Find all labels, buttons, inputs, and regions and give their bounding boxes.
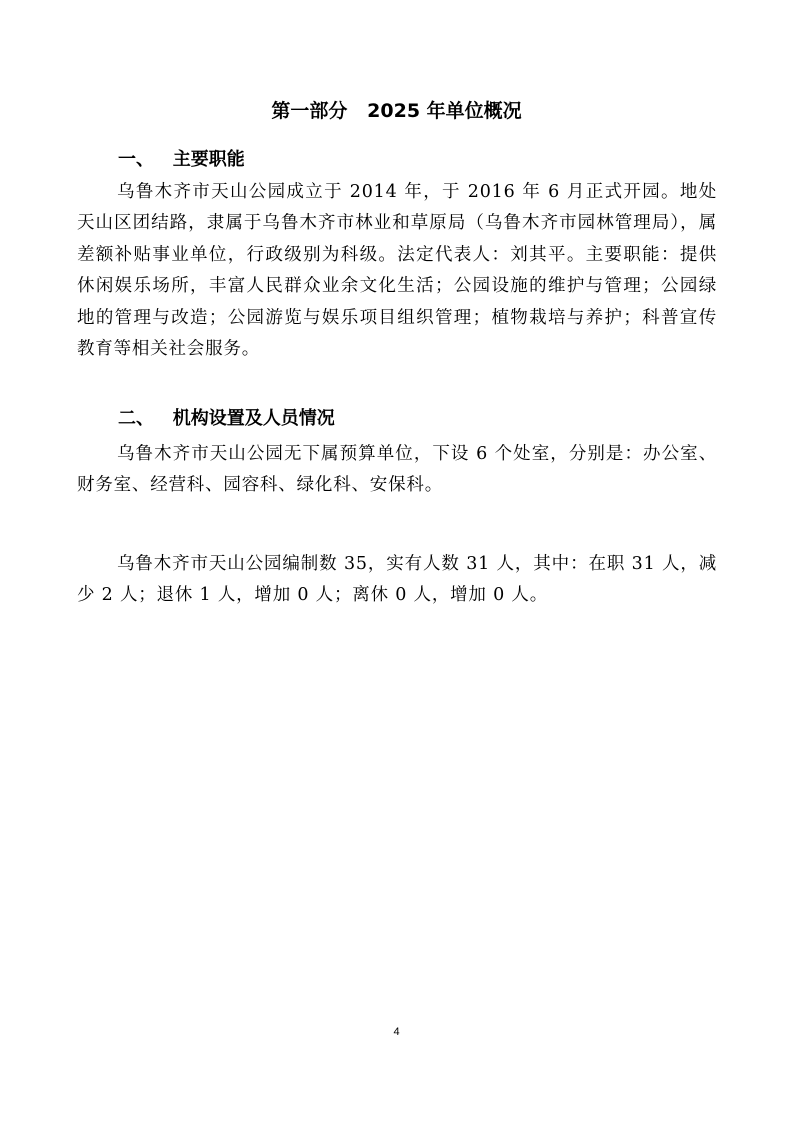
page-title: 第一部分 2025 年单位概况 bbox=[271, 100, 522, 122]
paragraph-staffing: 乌鲁木齐市天山公园编制数 35，实有人数 31 人，其中：在职 31 人，减少 2 人；退休 1 人，增加 0 人；离休 0 人，增加 0 人。 bbox=[77, 554, 717, 606]
section-heading-main-functions: 一、 主要职能 bbox=[118, 149, 245, 170]
paragraph-main-functions: 乌鲁木齐市天山公园成立于 2014 年，于 2016 年 6 月正式开园。地处天山区团结路，隶属于乌鲁木齐市林业和草原局（乌鲁木齐市园林管理局），属差额补贴事业单位，行政级别为科级。法定代表人：刘其平。主要职能：提供休闲娱乐场所，丰富人民群众业余文化生活；公园设施的维护与管理；公园绿地的管理与改造；公园游览与娱乐项目组织管理；植物栽培与养护；科普宣传教育等相关社会服务。 bbox=[77, 182, 717, 360]
paragraph-organization: 乌鲁木齐市天山公园无下属预算单位，下设 6 个处室，分别是：办公室、财务室、经营科、园容科、绿化科、安保科。 bbox=[77, 444, 717, 496]
section-heading-organization: 二、 机构设置及人员情况 bbox=[118, 408, 335, 429]
page-number: 4 bbox=[393, 1026, 400, 1038]
